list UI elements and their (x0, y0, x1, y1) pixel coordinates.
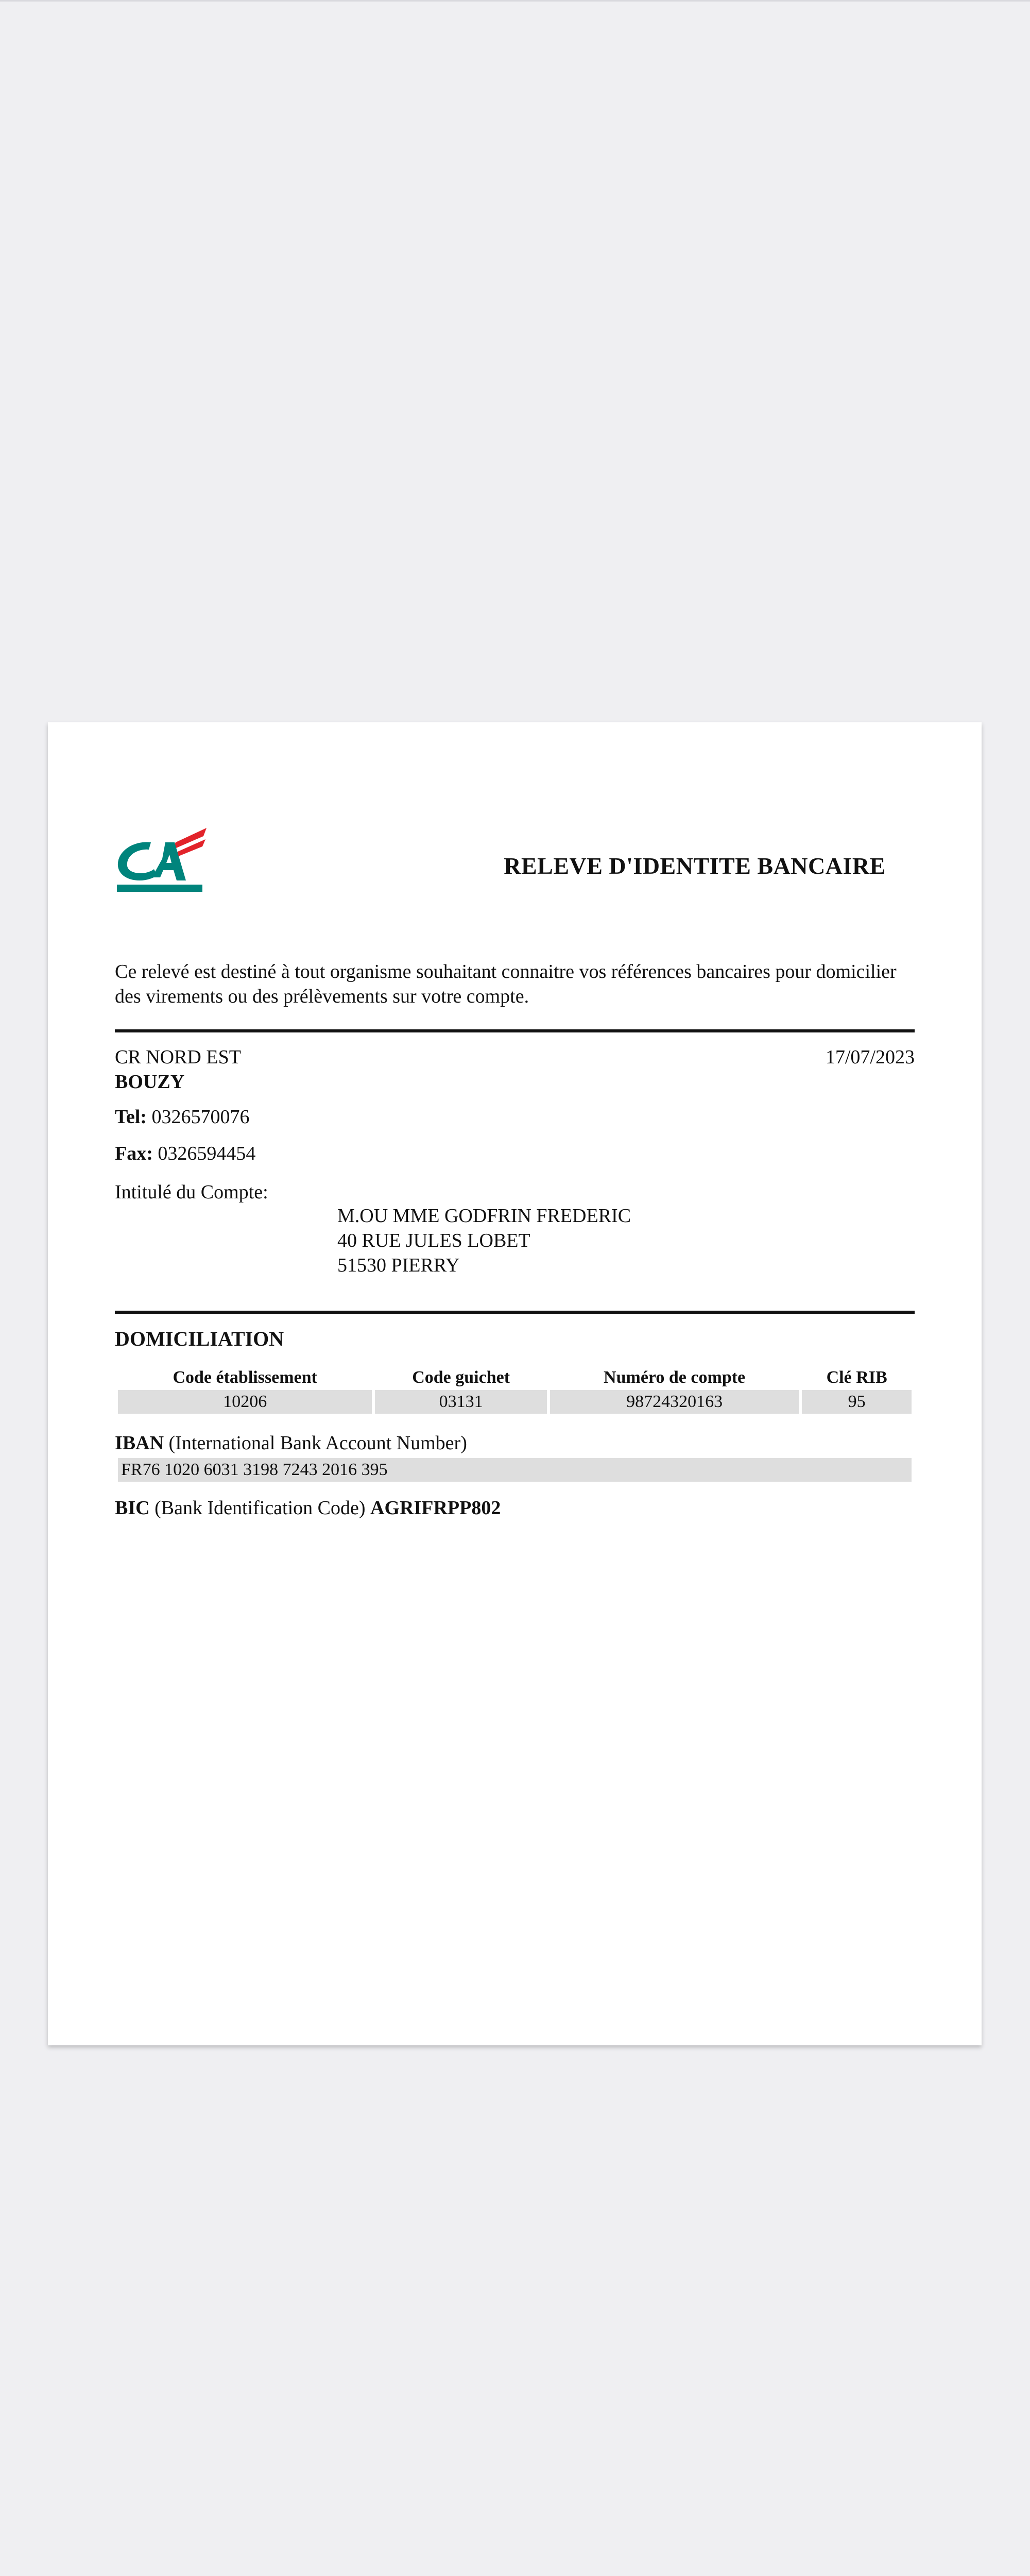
iban-value: FR76 1020 6031 3198 7243 2016 395 (118, 1458, 912, 1482)
divider (115, 1311, 915, 1314)
account-holder-label: Intitulé du Compte: (115, 1181, 268, 1203)
bic-line (115, 1495, 501, 1521)
bic-description: (Bank Identification Code) (154, 1497, 366, 1519)
account-holder-block (337, 1204, 631, 1278)
phone-value: 0326570076 (151, 1106, 250, 1128)
fax-value: 0326594454 (158, 1143, 256, 1164)
iban-description: (International Bank Account Number) (168, 1432, 467, 1454)
branch-name: CR NORD EST (115, 1046, 241, 1068)
document-page (48, 722, 982, 2045)
rib-header-branch-code: Code guichet (412, 1368, 510, 1387)
bic-label: BIC (115, 1497, 150, 1519)
divider (115, 1029, 915, 1032)
document-title: RELEVE D'IDENTITE BANCAIRE (504, 853, 886, 879)
intro-text: Ce relevé est destiné à tout organisme souhaitant connaitre vos références bancaires pour domicilier des virements ou des prélèvements sur votre compte. (115, 961, 897, 1007)
phone-label: Tel: (115, 1106, 147, 1128)
rib-bank-code: 10206 (118, 1390, 372, 1414)
iban-label: IBAN (115, 1432, 164, 1454)
document-content (115, 722, 915, 2045)
holder-street: 40 RUE JULES LOBET (337, 1230, 530, 1251)
document-date: 17/07/2023 (825, 1046, 915, 1068)
rib-header-rib-key: Clé RIB (826, 1368, 887, 1387)
agency-name: BOUZY (115, 1071, 185, 1093)
iban-heading (115, 1430, 467, 1456)
holder-name: M.OU MME GODFRIN FREDERIC (337, 1205, 631, 1227)
rib-header-row (118, 1365, 912, 1390)
holder-city: 51530 PIERRY (337, 1255, 460, 1276)
rib-branch-code: 03131 (375, 1390, 547, 1414)
fax-label: Fax: (115, 1143, 153, 1164)
rib-header-account-number: Numéro de compte (604, 1368, 746, 1387)
bic-value: AGRIFRPP802 (370, 1497, 501, 1519)
phone-line (115, 1105, 249, 1129)
rib-header-bank-code: Code établissement (173, 1368, 317, 1387)
bank-logo-icon (115, 827, 208, 894)
domiciliation-heading: DOMICILIATION (115, 1327, 284, 1350)
rib-account-number: 98724320163 (550, 1390, 799, 1414)
rib-table (115, 1365, 915, 1414)
fax-line (115, 1141, 255, 1166)
rib-value-row (118, 1390, 912, 1414)
top-strip (0, 0, 1030, 2)
rib-key: 95 (802, 1390, 912, 1414)
